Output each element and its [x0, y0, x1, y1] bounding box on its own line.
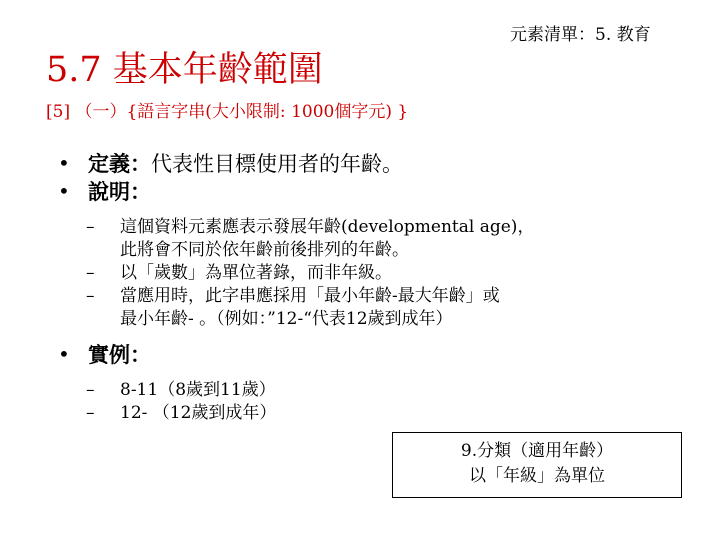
explanation-item [64, 285, 698, 331]
explanation-item [64, 216, 698, 262]
bullet-list [58, 150, 698, 435]
example-sublist [58, 379, 698, 425]
dash-icon: – [86, 263, 95, 283]
bullet-dot-icon: • [58, 151, 70, 175]
element-list-tag: 元素清單：5. 教育 [510, 25, 651, 45]
explanation-item-line: 當應用時，此字串應採用「最小年齡-最大年齡」或 [120, 286, 500, 306]
slide-subtitle: [5] （一）{語言字串(大小限制: 1000個字元) } [46, 102, 409, 122]
classification-callout-box [392, 432, 682, 498]
bullet-explanation [58, 178, 698, 206]
explanation-label: 說明： [88, 179, 151, 204]
bullet-definition [58, 150, 698, 178]
dash-icon: – [86, 217, 95, 237]
explanation-sublist [58, 216, 698, 331]
bullet-dot-icon: • [58, 179, 70, 203]
explanation-item [64, 262, 698, 285]
callout-line: 以「年級」為單位 [469, 466, 605, 486]
explanation-item-line: 最小年齡- 。（例如：”12-“代表12歲到成年） [120, 309, 453, 329]
dash-icon: – [86, 286, 95, 306]
definition-text: 代表性目標使用者的年齡。 [151, 152, 403, 176]
explanation-item-line: 此將會不同於依年齡前後排列的年齡。 [120, 240, 409, 260]
slide-title: 5.7 基本年齡範圍 [46, 50, 323, 90]
bullet-dot-icon: • [58, 342, 70, 366]
definition-label: 定義： [88, 151, 151, 176]
example-item [64, 402, 698, 425]
bullet-example [58, 341, 698, 369]
example-item [64, 379, 698, 402]
callout-line: 9.分類（適用年齡） [460, 441, 614, 461]
example-label: 實例： [88, 342, 151, 367]
dash-icon: – [86, 403, 95, 423]
explanation-item-line: 這個資料元素應表示發展年齡(developmental age)， [120, 217, 535, 237]
explanation-item-line: 以「歲數」為單位著錄，而非年級。 [120, 263, 392, 283]
example-item-text: 12- （12歲到成年） [120, 403, 277, 423]
example-item-text: 8-11（8歲到11歲） [120, 380, 276, 400]
dash-icon: – [86, 380, 95, 400]
